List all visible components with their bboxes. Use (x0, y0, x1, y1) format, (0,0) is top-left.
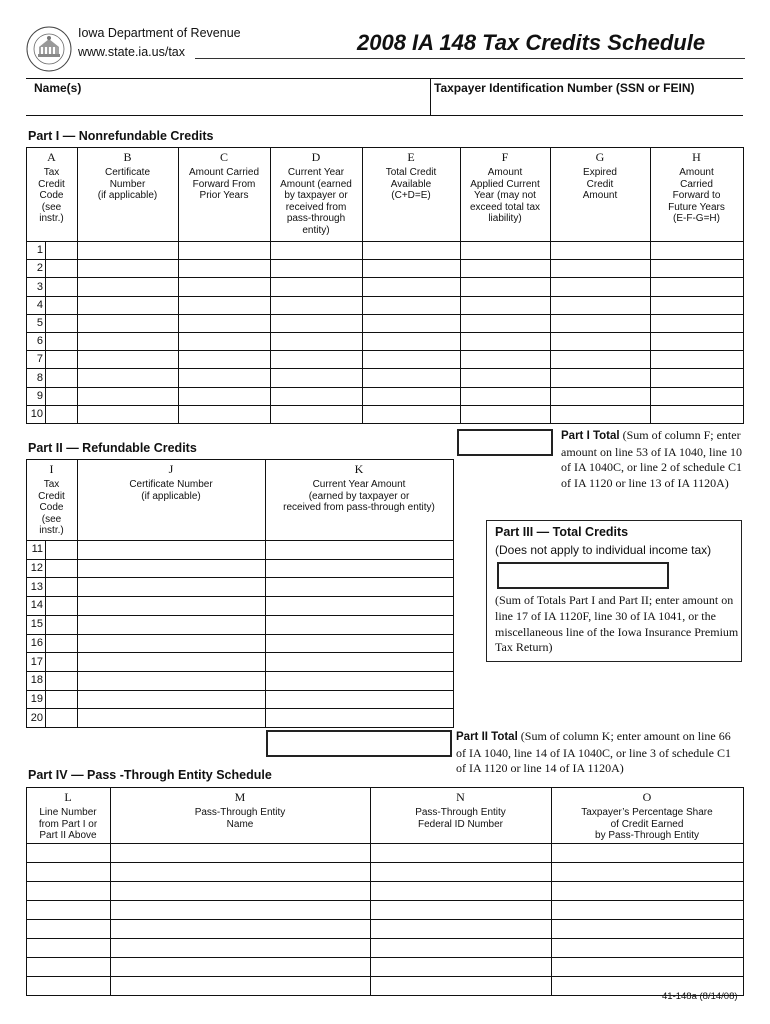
part2-heading: Part II — Refundable Credits (28, 441, 197, 455)
table-cell-input[interactable] (111, 901, 370, 919)
column-header-j (77, 479, 265, 502)
column-letter-k: K (354, 462, 364, 476)
table-cell-input[interactable] (78, 388, 178, 405)
column-header-line: received from (285, 201, 347, 213)
form-number: 41-148a (8/14/08) (662, 991, 738, 1002)
table-cell-input[interactable] (78, 242, 178, 259)
column-header-line: Total Credit (385, 167, 437, 178)
column-header-line: Expired (583, 167, 617, 178)
column-letter-o: O (642, 790, 652, 804)
table-cell-input[interactable] (461, 297, 550, 314)
table-cell-input[interactable] (46, 653, 77, 671)
row-number: 1 (36, 244, 43, 257)
table-cell-input[interactable] (46, 333, 77, 350)
table-cell-input[interactable] (78, 297, 178, 314)
column-header-a (26, 167, 77, 225)
table-cell-input[interactable] (78, 260, 178, 277)
column-header-k (265, 479, 453, 514)
table-cell-input[interactable] (46, 560, 77, 578)
column-header-line: entity) (302, 224, 330, 236)
table-cell-input[interactable] (363, 369, 460, 386)
row-number: 8 (36, 371, 43, 384)
table-cell-input[interactable] (363, 406, 460, 423)
part2-total-box[interactable] (266, 730, 452, 757)
table-cell-input[interactable] (271, 351, 362, 368)
column-header-line: Tax (43, 167, 60, 178)
table-cell-input[interactable] (179, 278, 270, 295)
row-number: 4 (36, 298, 43, 311)
column-header-line: Credit (38, 178, 65, 190)
column-header-f (460, 167, 550, 225)
table-cell-input[interactable] (266, 635, 453, 653)
row-number: 15 (30, 618, 43, 631)
column-header-line: (earned by taxpayer or (308, 490, 410, 502)
column-header-line: Amount Carried (188, 167, 260, 178)
table-cell-input[interactable] (78, 369, 178, 386)
row-number: 10 (30, 407, 43, 420)
column-letter-h: H (692, 150, 701, 164)
table-cell-input[interactable] (78, 351, 178, 368)
table-cell-input[interactable] (552, 863, 743, 881)
row-number: 7 (36, 353, 43, 366)
table-cell-input[interactable] (179, 388, 270, 405)
column-header-line: Credit (586, 178, 614, 190)
row-number: 20 (30, 711, 43, 724)
table-cell-input[interactable] (46, 597, 77, 615)
column-header-line: by Pass-Through Entity (595, 830, 699, 841)
table-cell-input[interactable] (271, 388, 362, 405)
table-cell-input[interactable] (46, 635, 77, 653)
column-header-line: exceed total tax (469, 201, 541, 213)
column-letter-a: A (47, 150, 56, 164)
column-header-line: Available (390, 178, 432, 190)
column-header-line: from Part I or (38, 818, 98, 830)
table-cell-input[interactable] (651, 297, 743, 314)
table-cell-input[interactable] (371, 901, 551, 919)
column-header-line: (see (41, 513, 62, 525)
table-cell-input[interactable] (46, 709, 77, 727)
table-cell-input[interactable] (271, 260, 362, 277)
table-cell-input[interactable] (179, 297, 270, 314)
part3-instructions: (Sum of Totals Part I and Part II; enter amount on line 17 of IA 1120F, line 30 of IA 1041, or the miscellaneous line of the Iowa Insurance Premium Tax Return) (495, 593, 739, 655)
column-header-line: Current Year (287, 167, 345, 178)
table-cell-input[interactable] (27, 882, 110, 900)
row-number: 9 (36, 389, 43, 402)
column-letter-m: M (234, 790, 246, 804)
table-cell-input[interactable] (551, 260, 650, 277)
column-header-h (650, 167, 743, 225)
table-cell-input[interactable] (46, 278, 77, 295)
table-cell-input[interactable] (78, 278, 178, 295)
table-cell-input[interactable] (552, 958, 743, 976)
table-cell-input[interactable] (363, 333, 460, 350)
table-cell-input[interactable] (271, 333, 362, 350)
column-letter-d: D (311, 150, 321, 164)
tin-label: Taxpayer Identification Number (SSN or FEIN) (434, 81, 695, 95)
table-cell-input[interactable] (27, 863, 110, 881)
row-number: 2 (36, 262, 43, 275)
column-header-line: (E-F-G=H) (673, 213, 720, 224)
table-cell-input[interactable] (46, 406, 77, 423)
table-cell-input[interactable] (651, 242, 743, 259)
part1-total-box[interactable] (457, 429, 553, 456)
table-cell-input[interactable] (266, 672, 453, 690)
table-cell-input[interactable] (78, 653, 265, 671)
row-number: 16 (30, 636, 43, 649)
table-cell-input[interactable] (27, 844, 110, 862)
table-cell-input[interactable] (651, 260, 743, 277)
part2-total-label-text: Part II Total (456, 731, 518, 743)
table-cell-input[interactable] (266, 709, 453, 727)
part1-total-instructions: (Sum of column F; enter amount on line 53 of IA 1040, line 10 of IA 1040C, or line 2 of schedule C1 of IA 1120 or line 13 of IA 1120A) (561, 428, 742, 490)
column-header-o (551, 807, 743, 842)
table-cell-input[interactable] (46, 260, 77, 277)
table-cell-input[interactable] (371, 939, 551, 957)
column-header-line: Code (39, 502, 64, 513)
table-cell-input[interactable] (78, 672, 265, 690)
column-header-line: Part II Above (39, 830, 97, 841)
table-cell-input[interactable] (179, 260, 270, 277)
column-header-line: Taxpayer’s Percentage Share (581, 807, 713, 818)
column-header-line: Amount (earned (280, 178, 352, 190)
column-header-line: Future Years (668, 201, 725, 213)
table-cell-input[interactable] (266, 653, 453, 671)
agency-website: www.state.ia.us/tax (78, 45, 185, 59)
table-cell-input[interactable] (551, 388, 650, 405)
table-cell-input[interactable] (271, 315, 362, 332)
row-number: 17 (30, 655, 43, 668)
table-cell-input[interactable] (179, 369, 270, 386)
table-cell-input[interactable] (363, 388, 460, 405)
column-letter-n: N (456, 790, 465, 804)
table-cell-input[interactable] (271, 242, 362, 259)
table-cell-input[interactable] (551, 406, 650, 423)
table-cell-input[interactable] (46, 297, 77, 314)
part2-total-instructions: (Sum of column K; enter amount on line 66 of IA 1040, line 14 of IA 1040C, or line 3 of schedule C1 of IA 1120 or line 14 of IA 1120A) (456, 729, 731, 775)
table-cell-input[interactable] (271, 369, 362, 386)
column-header-l (26, 807, 110, 842)
table-cell-input[interactable] (179, 315, 270, 332)
table-cell-input[interactable] (111, 863, 370, 881)
table-cell-input[interactable] (461, 260, 550, 277)
column-header-line: Carried (680, 178, 713, 190)
table-cell-input[interactable] (27, 920, 110, 938)
table-cell-input[interactable] (551, 351, 650, 368)
agency-name: Iowa Department of Revenue (78, 26, 241, 40)
row-number: 18 (30, 674, 43, 687)
table-cell-input[interactable] (651, 278, 743, 295)
column-header-e (362, 167, 460, 202)
column-header-line: Applied Current (470, 178, 540, 190)
table-cell-input[interactable] (179, 406, 270, 423)
column-header-line: instr.) (39, 525, 64, 536)
department-seal (26, 26, 72, 72)
column-header-line: pass-through (286, 213, 346, 224)
row-number: 13 (30, 580, 43, 593)
table-cell-input[interactable] (461, 369, 550, 386)
table-cell-input[interactable] (78, 315, 178, 332)
table-cell-input[interactable] (461, 406, 550, 423)
column-header-line: Tax (43, 479, 60, 490)
table-cell-input[interactable] (266, 616, 453, 634)
table-cell-input[interactable] (371, 882, 551, 900)
table-cell-input[interactable] (27, 901, 110, 919)
table-cell-input[interactable] (78, 406, 178, 423)
table-cell-input[interactable] (551, 297, 650, 314)
table-cell-input[interactable] (363, 297, 460, 314)
row-number: 3 (36, 280, 43, 293)
column-header-line: Certificate Number (129, 479, 213, 490)
row-number: 5 (36, 316, 43, 329)
table-cell-input[interactable] (111, 977, 370, 995)
column-header-line: (if applicable) (141, 490, 201, 502)
column-letter-f: F (501, 150, 509, 164)
column-header-line: Pass-Through Entity (194, 807, 286, 818)
table-cell-input[interactable] (461, 278, 550, 295)
column-header-line: Line Number (39, 807, 97, 818)
table-cell-input[interactable] (371, 844, 551, 862)
table-cell-input[interactable] (551, 333, 650, 350)
table-cell-input[interactable] (46, 691, 77, 709)
table-cell-input[interactable] (111, 920, 370, 938)
table-cell-input[interactable] (551, 242, 650, 259)
column-header-n (370, 807, 551, 830)
column-header-line: Credit (38, 490, 65, 502)
column-header-line: Federal ID Number (417, 818, 504, 830)
table-cell-input[interactable] (78, 616, 265, 634)
table-cell-input[interactable] (179, 242, 270, 259)
column-letter-e: E (407, 150, 415, 164)
part1-total-label-text: Part I Total (561, 430, 620, 442)
table-cell-input[interactable] (363, 315, 460, 332)
column-header-line: Amount (679, 167, 714, 178)
part3-heading: Part III — Total Credits (495, 525, 629, 539)
table-cell-input[interactable] (46, 672, 77, 690)
column-header-m (110, 807, 370, 830)
table-cell-input[interactable] (46, 578, 77, 596)
table-cell-input[interactable] (46, 388, 77, 405)
table-cell-input[interactable] (179, 351, 270, 368)
column-header-line: (C+D=E) (391, 190, 431, 201)
column-header-line: of Credit Earned (610, 818, 684, 830)
table-cell-input[interactable] (266, 691, 453, 709)
table-cell-input[interactable] (111, 844, 370, 862)
table-cell-input[interactable] (371, 863, 551, 881)
table-cell-input[interactable] (271, 406, 362, 423)
table-cell-input[interactable] (78, 333, 178, 350)
column-letter-c: C (219, 150, 228, 164)
table-cell-input[interactable] (27, 958, 110, 976)
table-cell-input[interactable] (46, 242, 77, 259)
table-cell-input[interactable] (271, 297, 362, 314)
seal-icon (26, 26, 72, 72)
part1-heading: Part I — Nonrefundable Credits (28, 129, 214, 143)
table-cell-input[interactable] (552, 920, 743, 938)
table-cell-input[interactable] (363, 260, 460, 277)
table-cell-input[interactable] (46, 616, 77, 634)
table-cell-input[interactable] (461, 242, 550, 259)
column-header-line: Amount (487, 167, 523, 178)
names-field[interactable] (26, 79, 429, 114)
table-cell-input[interactable] (111, 939, 370, 957)
column-header-line: (if applicable) (97, 190, 158, 201)
column-header-g (550, 167, 650, 202)
column-header-line: Pass-Through Entity (415, 807, 506, 818)
table-cell-input[interactable] (46, 351, 77, 368)
table-cell-input[interactable] (552, 901, 743, 919)
column-letter-j: J (168, 462, 174, 476)
row-number: 19 (30, 692, 43, 705)
column-header-line: Number (109, 178, 146, 190)
part3-total-box[interactable] (497, 562, 669, 589)
table-cell-input[interactable] (266, 560, 453, 578)
row-number: 14 (30, 599, 43, 612)
part2-total-label (456, 729, 732, 777)
column-header-line: liability) (488, 213, 522, 224)
column-header-line: Name (226, 818, 254, 830)
table-cell-input[interactable] (111, 958, 370, 976)
column-letter-i: I (49, 462, 54, 476)
table-cell-input[interactable] (266, 578, 453, 596)
table-cell-input[interactable] (651, 406, 743, 423)
column-header-c (178, 167, 270, 202)
table-cell-input[interactable] (78, 597, 265, 615)
table-cell-input[interactable] (78, 635, 265, 653)
table-cell-input[interactable] (651, 388, 743, 405)
column-header-line: Forward From (192, 178, 256, 190)
column-header-line: Forward to (672, 190, 721, 201)
part3-subheading: (Does not apply to individual income tax) (495, 543, 712, 557)
table-cell-input[interactable] (461, 333, 550, 350)
table-cell-input[interactable] (651, 351, 743, 368)
column-header-line: Amount (582, 190, 618, 201)
column-header-line: instr.) (39, 213, 64, 224)
table-cell-input[interactable] (266, 541, 453, 559)
part1-total-label (561, 428, 747, 491)
table-cell-input[interactable] (371, 977, 551, 995)
table-cell-input[interactable] (552, 939, 743, 957)
table-cell-input[interactable] (551, 369, 650, 386)
table-cell-input[interactable] (363, 351, 460, 368)
table-cell-input[interactable] (266, 597, 453, 615)
table-cell-input[interactable] (552, 844, 743, 862)
column-header-line: Prior Years (199, 190, 249, 201)
part4-heading: Part IV — Pass -Through Entity Schedule (28, 768, 272, 782)
table-cell-input[interactable] (46, 541, 77, 559)
table-cell-input[interactable] (27, 977, 110, 995)
table-cell-input[interactable] (651, 369, 743, 386)
table-cell-input[interactable] (371, 958, 551, 976)
column-header-line: Year (may not (474, 190, 536, 201)
table-cell-input[interactable] (461, 351, 550, 368)
table-cell-input[interactable] (551, 278, 650, 295)
table-cell-input[interactable] (78, 578, 265, 596)
table-cell-input[interactable] (111, 882, 370, 900)
table-cell-input[interactable] (651, 333, 743, 350)
column-header-line: Certificate (104, 167, 150, 178)
row-number: 12 (30, 562, 43, 575)
table-cell-input[interactable] (46, 369, 77, 386)
column-header-line: Code (39, 190, 64, 201)
column-header-line: by taxpayer or (284, 190, 348, 201)
table-cell-input[interactable] (78, 709, 265, 727)
column-letter-l: L (64, 790, 72, 804)
table-cell-input[interactable] (271, 278, 362, 295)
table-cell-input[interactable] (552, 882, 743, 900)
table-cell-input[interactable] (78, 560, 265, 578)
table-cell-input[interactable] (363, 278, 460, 295)
table-cell-input[interactable] (461, 388, 550, 405)
table-cell-input[interactable] (363, 242, 460, 259)
column-letter-g: G (595, 150, 605, 164)
table-cell-input[interactable] (78, 541, 265, 559)
column-letter-b: B (123, 150, 132, 164)
column-header-line: received from pass-through entity) (283, 502, 435, 513)
table-cell-input[interactable] (651, 315, 743, 332)
names-label: Name(s) (34, 81, 82, 95)
table-cell-input[interactable] (461, 315, 550, 332)
form-title: 2008 IA 148 Tax Credits Schedule (357, 30, 706, 55)
column-header-d (270, 167, 362, 236)
table-cell-input[interactable] (551, 315, 650, 332)
table-cell-input[interactable] (78, 691, 265, 709)
row-number: 6 (36, 335, 43, 348)
table-cell-input[interactable] (179, 333, 270, 350)
column-header-line: (see (41, 201, 62, 213)
column-header-i (26, 479, 77, 537)
table-cell-input[interactable] (27, 939, 110, 957)
column-header-line: Current Year Amount (312, 479, 406, 490)
table-cell-input[interactable] (46, 315, 77, 332)
column-header-b (77, 167, 178, 202)
table-cell-input[interactable] (371, 920, 551, 938)
row-number: 11 (31, 543, 43, 556)
